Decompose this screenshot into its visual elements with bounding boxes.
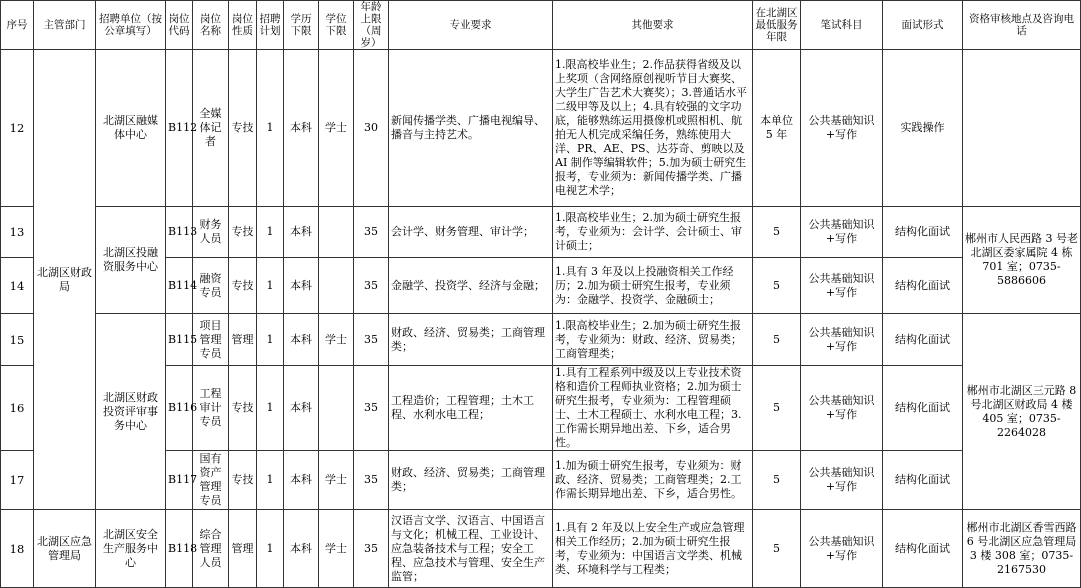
cell-major: 会计学、财务管理、审计学；: [389, 207, 553, 258]
cell-interview: 结构化面试: [883, 207, 963, 258]
cell-degree: 学士: [319, 314, 354, 366]
cell-other: 1.限高校毕业生；2.加为硕士研究生报考，专业须为：会计学、会计硕士、审计硕士；: [553, 207, 753, 258]
table-row: [1, 207, 1081, 258]
cell-exam: 公共基础知识+写作: [801, 258, 883, 314]
cell-nature: 管理: [229, 314, 257, 366]
cell-other: 1.具有 3 年及以上投融资相关工作经历；2.加为硕士研究生报考，专业须为：金融学、投资学、金融硕士；: [553, 258, 753, 314]
cell-dept: 北湖区财政局: [34, 50, 96, 510]
cell-other: 1.加为硕士研究生报考，专业须为：财政、经济、贸易类；工商管理类；2.工作需长期异地出差、下乡，适合男性。: [553, 451, 753, 510]
cell-nature: 专技: [229, 50, 257, 207]
cell-age: 35: [354, 510, 389, 588]
cell-post: 财务人员: [193, 207, 229, 258]
cell-exam: 公共基础知识+写作: [801, 510, 883, 588]
header-nature: 岗位性质: [229, 1, 257, 50]
cell-edu: 本科: [284, 366, 319, 451]
cell-interview: 实践操作: [883, 50, 963, 207]
cell-post: 综合管理人员: [193, 510, 229, 588]
cell-other: 1.限高校毕业生；2.作品获得省级及以上奖项（含网络原创视听节目大赛奖、大学生广告艺术大赛奖）；3.普通话水平二级甲等及以上；4.具有较强的文字功底，能够熟练运用摄像机或照相机、航拍无人机完成采编任务，熟练使用大洋、PR、AE、PS、达芬奇、剪映以及 AI 制作等编辑软件；5.加为硕士研究生报考，专业须为：新闻传播学类、广播电视艺术学；: [553, 50, 753, 207]
cell-nature: 专技: [229, 258, 257, 314]
cell-seq: 13: [1, 207, 34, 258]
cell-seq: 14: [1, 258, 34, 314]
cell-interview: 结构化面试: [883, 451, 963, 510]
cell-age: 35: [354, 314, 389, 366]
cell-nature: 专技: [229, 366, 257, 451]
cell-code: B113: [166, 207, 193, 258]
cell-interview: 结构化面试: [883, 366, 963, 451]
cell-contact: [963, 50, 1081, 207]
cell-plan: 1: [257, 207, 284, 258]
cell-interview: 结构化面试: [883, 258, 963, 314]
header-interview: 面试形式: [883, 1, 963, 50]
header-code: 岗位代码: [166, 1, 193, 50]
cell-contact: 郴州市北湖区香雪西路 6 号北湖区应急管理局 3 楼 308 室；0735-2167530: [963, 510, 1081, 588]
cell-degree: 学士: [319, 50, 354, 207]
cell-age: 30: [354, 50, 389, 207]
cell-edu: 本科: [284, 258, 319, 314]
cell-unit: 北湖区融媒体中心: [96, 50, 166, 207]
cell-major: 汉语言文学、汉语言、中国语言与文化；机械工程、工业设计、应急装备技术与工程；安全工程、应急技术与管理、安全生产监管；: [389, 510, 553, 588]
cell-plan: 1: [257, 451, 284, 510]
cell-seq: 12: [1, 50, 34, 207]
header-major: 专业要求: [389, 1, 553, 50]
cell-seq: 16: [1, 366, 34, 451]
cell-plan: 1: [257, 510, 284, 588]
header-degree: 学位下限: [319, 1, 354, 50]
cell-plan: 1: [257, 314, 284, 366]
cell-code: B114: [166, 258, 193, 314]
cell-degree: 学士: [319, 451, 354, 510]
cell-nature: 专技: [229, 451, 257, 510]
cell-code: B116: [166, 366, 193, 451]
cell-code: B112: [166, 50, 193, 207]
cell-age: 35: [354, 366, 389, 451]
cell-nature: 管理: [229, 510, 257, 588]
table-row: [1, 510, 1081, 588]
cell-nature: 专技: [229, 207, 257, 258]
header-seq: 序号: [1, 1, 34, 50]
cell-contact: 郴州市北湖区三元路 8 号北湖区财政局 4 楼 405 室；0735-2264028: [963, 314, 1081, 510]
cell-other: 1.限高校毕业生；2.加为硕士研究生报考，专业须为：财政、经济、贸易类；工商管理类；: [553, 314, 753, 366]
cell-dept: 北湖区应急管理局: [34, 510, 96, 588]
cell-major: 财政、经济、贸易类；工商管理类；: [389, 451, 553, 510]
cell-service: 5: [753, 510, 801, 588]
cell-plan: 1: [257, 258, 284, 314]
cell-seq: 17: [1, 451, 34, 510]
header-contact: 资格审核地点及咨询电话: [963, 1, 1081, 50]
cell-code: B117: [166, 451, 193, 510]
cell-exam: 公共基础知识+写作: [801, 50, 883, 207]
cell-interview: 结构化面试: [883, 510, 963, 588]
header-row: [1, 1, 1081, 50]
cell-other: 1.具有工程系列中级及以上专业技术资格和造价工程师执业资格；2.加为硕士研究生报考，专业须为：工程管理硕士、土木工程硕士、水利水电工程；3.工作需长期异地出差、下乡，适合男性。: [553, 366, 753, 451]
table-row: [1, 50, 1081, 207]
cell-plan: 1: [257, 50, 284, 207]
cell-exam: 公共基础知识+写作: [801, 451, 883, 510]
header-unit: 招聘单位（按公章填写）: [96, 1, 166, 50]
header-plan: 招聘计划: [257, 1, 284, 50]
cell-edu: 本科: [284, 314, 319, 366]
cell-unit: 北湖区投融资服务中心: [96, 207, 166, 314]
header-service: 在北湖区最低服务年限: [753, 1, 801, 50]
cell-service: 5: [753, 366, 801, 451]
header-post: 岗位名称: [193, 1, 229, 50]
header-age: 年龄上限（周岁）: [354, 1, 389, 50]
cell-edu: 本科: [284, 510, 319, 588]
cell-degree: 学士: [319, 510, 354, 588]
cell-contact: 郴州市人民西路 3 号老北湖区委家属院 4 栋 701 室；0735-5886606: [963, 207, 1081, 314]
cell-code: B115: [166, 314, 193, 366]
cell-unit: 北湖区财政投资评审事务中心: [96, 314, 166, 510]
cell-interview: 结构化面试: [883, 314, 963, 366]
cell-age: 35: [354, 451, 389, 510]
cell-seq: 15: [1, 314, 34, 366]
cell-unit: 北湖区安全生产服务中心: [96, 510, 166, 588]
cell-other: 1.具有 2 年及以上安全生产或应急管理相关工作经历；2.加为硕士研究生报考，专业须为：中国语言文学类、机械类、环境科学与工程类；: [553, 510, 753, 588]
cell-degree: [319, 258, 354, 314]
cell-code: B118: [166, 510, 193, 588]
cell-edu: 本科: [284, 207, 319, 258]
cell-seq: 18: [1, 510, 34, 588]
cell-major: 财政、经济、贸易类；工商管理类；: [389, 314, 553, 366]
table-row: [1, 314, 1081, 366]
cell-edu: 本科: [284, 50, 319, 207]
cell-exam: 公共基础知识+写作: [801, 314, 883, 366]
cell-post: 项目管理专员: [193, 314, 229, 366]
cell-post: 全媒体记者: [193, 50, 229, 207]
cell-edu: 本科: [284, 451, 319, 510]
cell-age: 35: [354, 258, 389, 314]
cell-age: 35: [354, 207, 389, 258]
cell-plan: 1: [257, 366, 284, 451]
cell-post: 国有资产管理专员: [193, 451, 229, 510]
cell-service: 5: [753, 258, 801, 314]
cell-service: 本单位 5 年: [753, 50, 801, 207]
cell-exam: 公共基础知识+写作: [801, 366, 883, 451]
header-edu: 学历下限: [284, 1, 319, 50]
cell-degree: [319, 366, 354, 451]
cell-exam: 公共基础知识+写作: [801, 207, 883, 258]
cell-major: 金融学、投资学、经济与金融；: [389, 258, 553, 314]
cell-major: 工程造价；工程管理；土木工程、水利水电工程；: [389, 366, 553, 451]
cell-degree: [319, 207, 354, 258]
header-other: 其他要求: [553, 1, 753, 50]
cell-post: 工程审计专员: [193, 366, 229, 451]
cell-post: 融资专员: [193, 258, 229, 314]
cell-service: 5: [753, 451, 801, 510]
cell-major: 新闻传播学类、广播电视编导、播音与主持艺术。: [389, 50, 553, 207]
cell-service: 5: [753, 207, 801, 258]
cell-service: 5: [753, 314, 801, 366]
header-exam: 笔试科目: [801, 1, 883, 50]
header-dept: 主管部门: [34, 1, 96, 50]
